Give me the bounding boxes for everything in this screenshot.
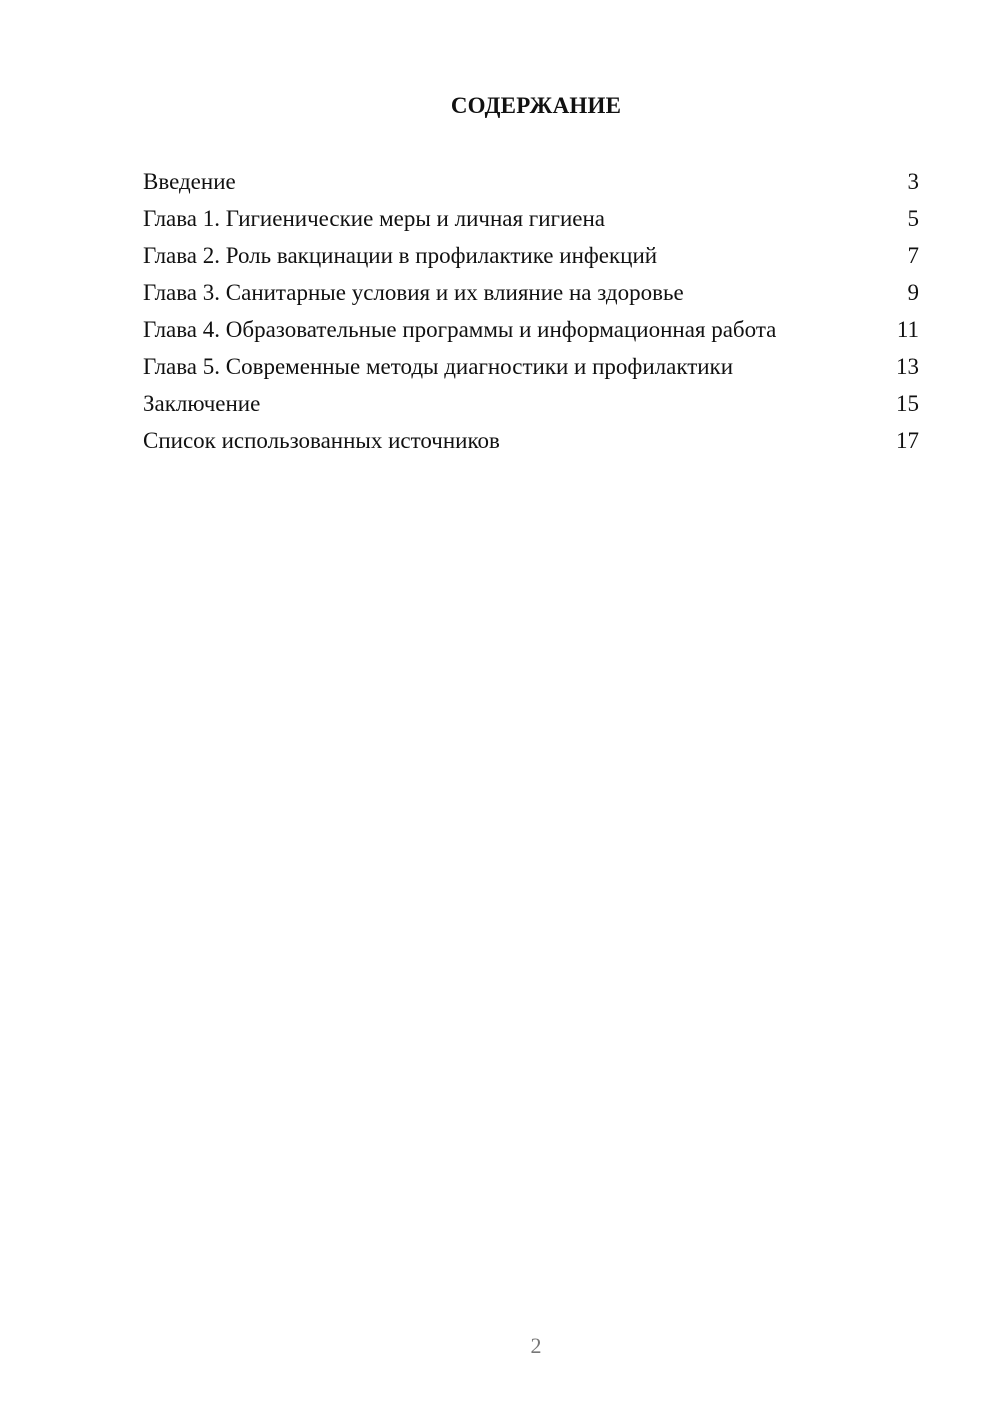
toc-entry-chapter-3 [143,279,919,307]
toc-entry-chapter-5 [143,353,919,381]
toc-entry-chapter-1 [143,205,919,233]
toc-entry-page: 9 [907,280,919,305]
toc-entry-label: Глава 2. Роль вакцинации в профилактике инфекций [143,243,658,268]
toc-entry-page: 7 [907,243,919,268]
toc-entry-chapter-4 [143,316,919,344]
toc-entry-page: 13 [896,354,919,379]
toc-entry-page: 15 [896,391,919,416]
toc-entry-conclusion [143,390,919,418]
toc-entry-references [143,427,919,455]
page-title: СОДЕРЖАНИЕ [450,93,622,118]
table-of-contents [143,168,919,464]
toc-entry-label: Список использованных источников [143,428,500,453]
page-number: 2 [530,1333,542,1358]
toc-entry-label: Глава 4. Образовательные программы и информационная работа [143,317,777,342]
toc-entry-page: 17 [896,428,919,453]
toc-entry-label: Введение [143,169,236,194]
toc-entry-label: Заключение [143,391,261,416]
toc-entry-label: Глава 5. Современные методы диагностики и профилактики [143,354,734,379]
toc-entry-page: 11 [896,317,919,342]
toc-entry-label: Глава 3. Санитарные условия и их влияние на здоровье [143,280,684,305]
toc-entry-page: 3 [907,169,919,194]
toc-entry-page: 5 [907,206,919,231]
toc-entry-introduction [143,168,919,196]
toc-entry-chapter-2 [143,242,919,270]
toc-entry-label: Глава 1. Гигиенические меры и личная гигиена [143,206,605,231]
